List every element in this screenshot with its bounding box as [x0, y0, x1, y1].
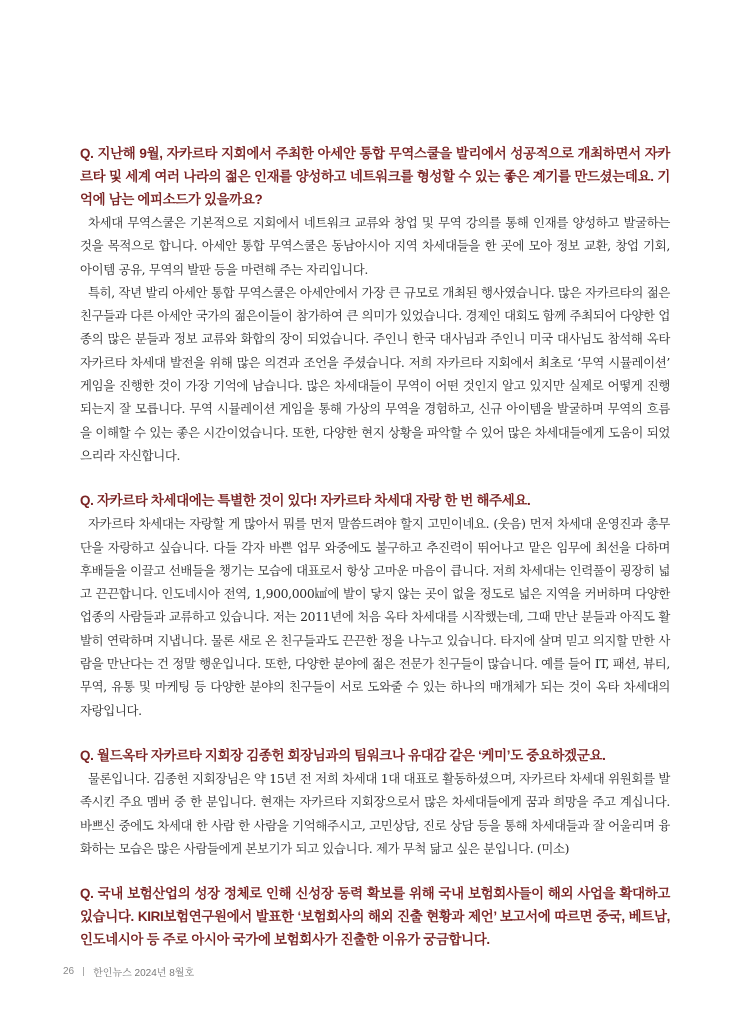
- qa-block-2: [80, 489, 670, 722]
- qa-block-4: [80, 882, 670, 951]
- question-4: Q. 국내 보험산업의 성장 정체로 인해 신성장 동력 확보를 위해 국내 보험회사들이 해외 사업을 확대하고 있습니다. KIRI보험연구원에서 발표한 ‘보험회사의 해외 진출 현황과 제언’ 보고서에 따르면 중국, 베트남, 인도네시아 등 주로 아시아 국가에 보험회사가 진출한 이유가 궁금합니다.: [80, 886, 670, 948]
- answer-1-paragraph-2: 특히, 작년 발리 아세안 통합 무역스쿨은 아세안에서 가장 큰 규모로 개최된 행사였습니다. 많은 자카르타의 젊은 친구들과 다른 아세안 국가의 젊은이들이 참가하여 큰 의미가 있었습니다. 경제인 대회도 함께 주최되어 다양한 업종의 많은 분들과 정보 교류와 화합의 장이 되었습니다. 주인니 한국 대사님과 주인니 미국 대사님도 참석해 옥타 자카르타 차세대 발전을 위해 많은 의견과 조언을 주셨습니다. 저희 자카르타 지회에서 최초로 ‘무역 시뮬레이션’ 게임을 진행한 것이 가장 기억에 남습니다. 많은 차세대들이 무역이 어떤 것인지 알고 있지만 실제로 어떻게 진행되는지 잘 모릅니다. 무역 시뮬레이션 게임을 통해 가상의 무역을 경험하고, 신규 아이템을 발굴하며 무역의 흐름을 이해할 수 있는 좋은 시간이었습니다. 또한, 다양한 현지 상황을 파악할 수 있어 많은 차세대들에게 도움이 되었으리라 자신합니다.: [80, 284, 670, 463]
- page-number: 26: [63, 966, 75, 977]
- article-body: [80, 142, 670, 973]
- qa-block-3: [80, 744, 670, 860]
- question-2: Q. 자카르타 차세대에는 특별한 것이 있다! 자카르타 차세대 자랑 한 번 해주세요.: [80, 493, 531, 509]
- qa-block-1: [80, 142, 670, 467]
- page-footer: [63, 964, 194, 979]
- answer-3-paragraph-1: 물론입니다. 김종헌 지회장님은 약 15년 전 저희 차세대 1대 대표로 활동하셨으며, 자카르타 차세대 위원회를 발족시킨 주요 멤버 중 한 분입니다. 현재는 자카르타 지회장으로서 많은 차세대들에게 꿈과 희망을 주고 계십니다. 바쁘신 중에도 차세대 한 사람 한 사람을 기억해주시고, 고민상담, 진로 상담 등을 통해 차세대들과 잘 어울리며 융화하는 모습은 많은 사람들에게 본보기가 되고 있습니다. 제가 무척 닮고 싶은 분입니다. (미소): [80, 770, 670, 856]
- question-3: Q. 월드옥타 자카르타 지회장 김종헌 회장님과의 팀워크나 유대감 같은 ‘케미’도 중요하겠군요.: [80, 747, 606, 763]
- answer-2-paragraph-1: 자카르타 차세대는 자랑할 게 많아서 뭐를 먼저 말씀드려야 할지 고민이네요. (웃음) 먼저 차세대 운영진과 총무단을 자랑하고 싶습니다. 다들 각자 바쁜 업무 와중에도 불구하고 추진력이 뛰어나고 맡은 임무에 최선을 다하며 후배들을 이끌고 선배들을 챙기는 모습에 대표로서 항상 고마운 마음이 큽니다. 저희 차세대는 인력풀이 굉장히 넓고 끈끈합니다. 인도네시아 전역, 1,900,000㎢에 발이 닿지 않는 곳이 없을 정도로 넓은 지역을 커버하며 다양한 업종의 사람들과 교류하고 있습니다. 저는 2011년에 처음 옥타 차세대를 시작했는데, 그때 만난 분들과 아직도 활발히 연락하며 지냅니다. 물론 새로 온 친구들과도 끈끈한 정을 나누고 있습니다. 타지에 살며 믿고 의지할 만한 사람을 만난다는 건 정말 행운입니다. 또한, 다양한 분야에 젊은 전문가 친구들이 많습니다. 예를 들어 IT, 패션, 뷰티, 무역, 유통 및 마케팅 등 다양한 분야의 친구들이 서로 도와줄 수 있는 하나의 매개체가 되는 것이 옥타 차세대의 자랑입니다.: [80, 516, 670, 718]
- question-1: Q. 지난해 9월, 자카르타 지회에서 주최한 아세안 통합 무역스쿨을 발리에서 성공적으로 개최하면서 자카르타 및 세계 여러 나라의 젊은 인재를 양성하고 네트워크를 형성할 수 있는 좋은 계기를 만드셨는데요. 기억에 남는 에피소드가 있을까요?: [80, 146, 670, 207]
- answer-1-paragraph-1: 차세대 무역스쿨은 기본적으로 지회에서 네트워크 교류와 창업 및 무역 강의를 통해 인재를 양성하고 발굴하는 것을 목적으로 합니다. 아세안 통합 무역스쿨은 동남아시아 지역 차세대들을 한 곳에 모아 정보 교환, 창업 기회, 아이템 공유, 무역의 발판 등을 마련해 주는 자리입니다.: [80, 215, 670, 277]
- footer-divider: [83, 967, 84, 976]
- publication-name: 한인뉴스 2024년 8월호: [93, 968, 195, 979]
